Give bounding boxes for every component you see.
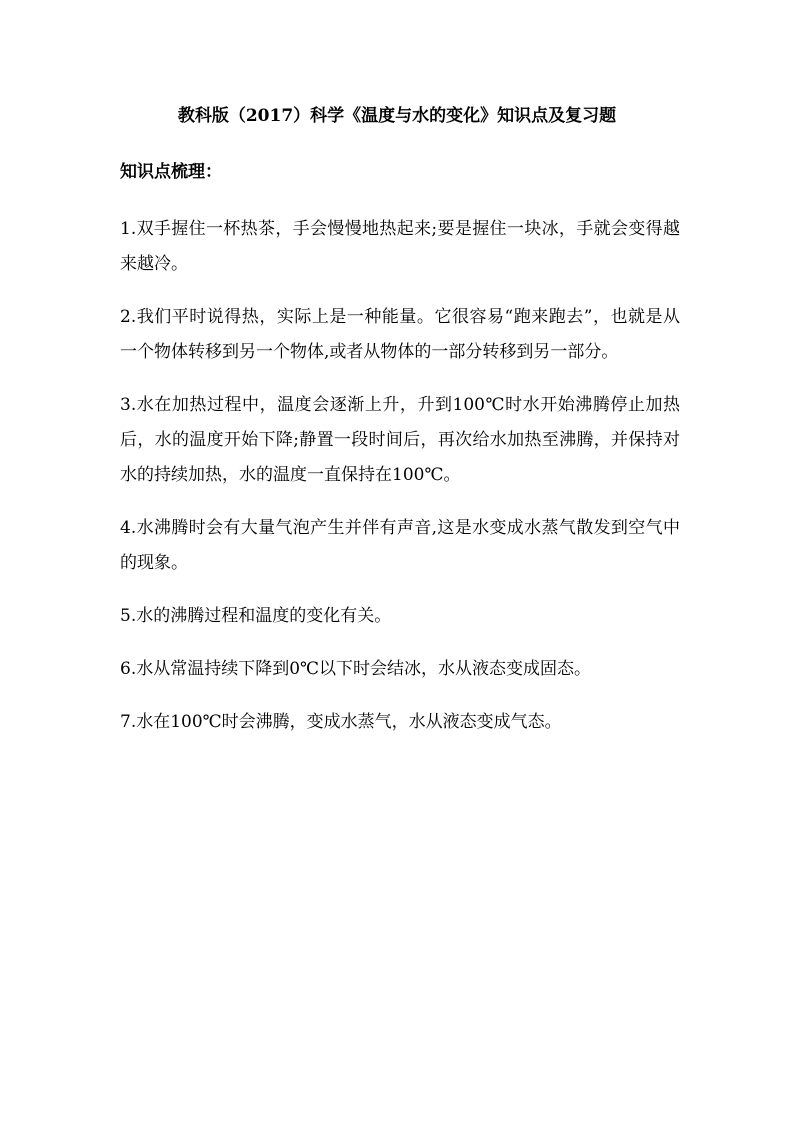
knowledge-point-7: 7.水在100℃时会沸腾，变成水蒸气，水从液态变成气态。 [120, 712, 562, 732]
knowledge-point-1: 1.双手握住一杯热茶，手会慢慢地热起来;要是握住一块冰，手就会变得越来越冷。 [120, 219, 680, 274]
knowledge-points-list [120, 212, 680, 758]
knowledge-point-4: 4.水沸腾时会有大量气泡产生并伴有声音,这是水变成水蒸气散发到空气中的现象。 [120, 518, 680, 573]
document-title: 教科版（2017）科学《温度与水的变化》知识点及复习题 [177, 106, 617, 126]
section-heading: 知识点梳理： [120, 162, 222, 182]
knowledge-point-3: 3.水在加热过程中，温度会逐渐上升，升到100℃时水开始沸腾停止加热后，水的温度开始下降;静置一段时间后，再次给水加热至沸腾，并保持对水的持续加热，水的温度一直保持在100℃。 [120, 395, 680, 485]
knowledge-point-5: 5.水的沸腾过程和温度的变化有关。 [120, 606, 392, 626]
knowledge-point-6: 6.水从常温持续下降到0℃以下时会结冰，水从液态变成固态。 [120, 659, 592, 679]
knowledge-point-2: 2.我们平时说得热，实际上是一种能量。它很容易“跑来跑去”，也就是从一个物体转移到另一个物体,或者从物体的一部分转移到另一部分。 [120, 307, 680, 362]
